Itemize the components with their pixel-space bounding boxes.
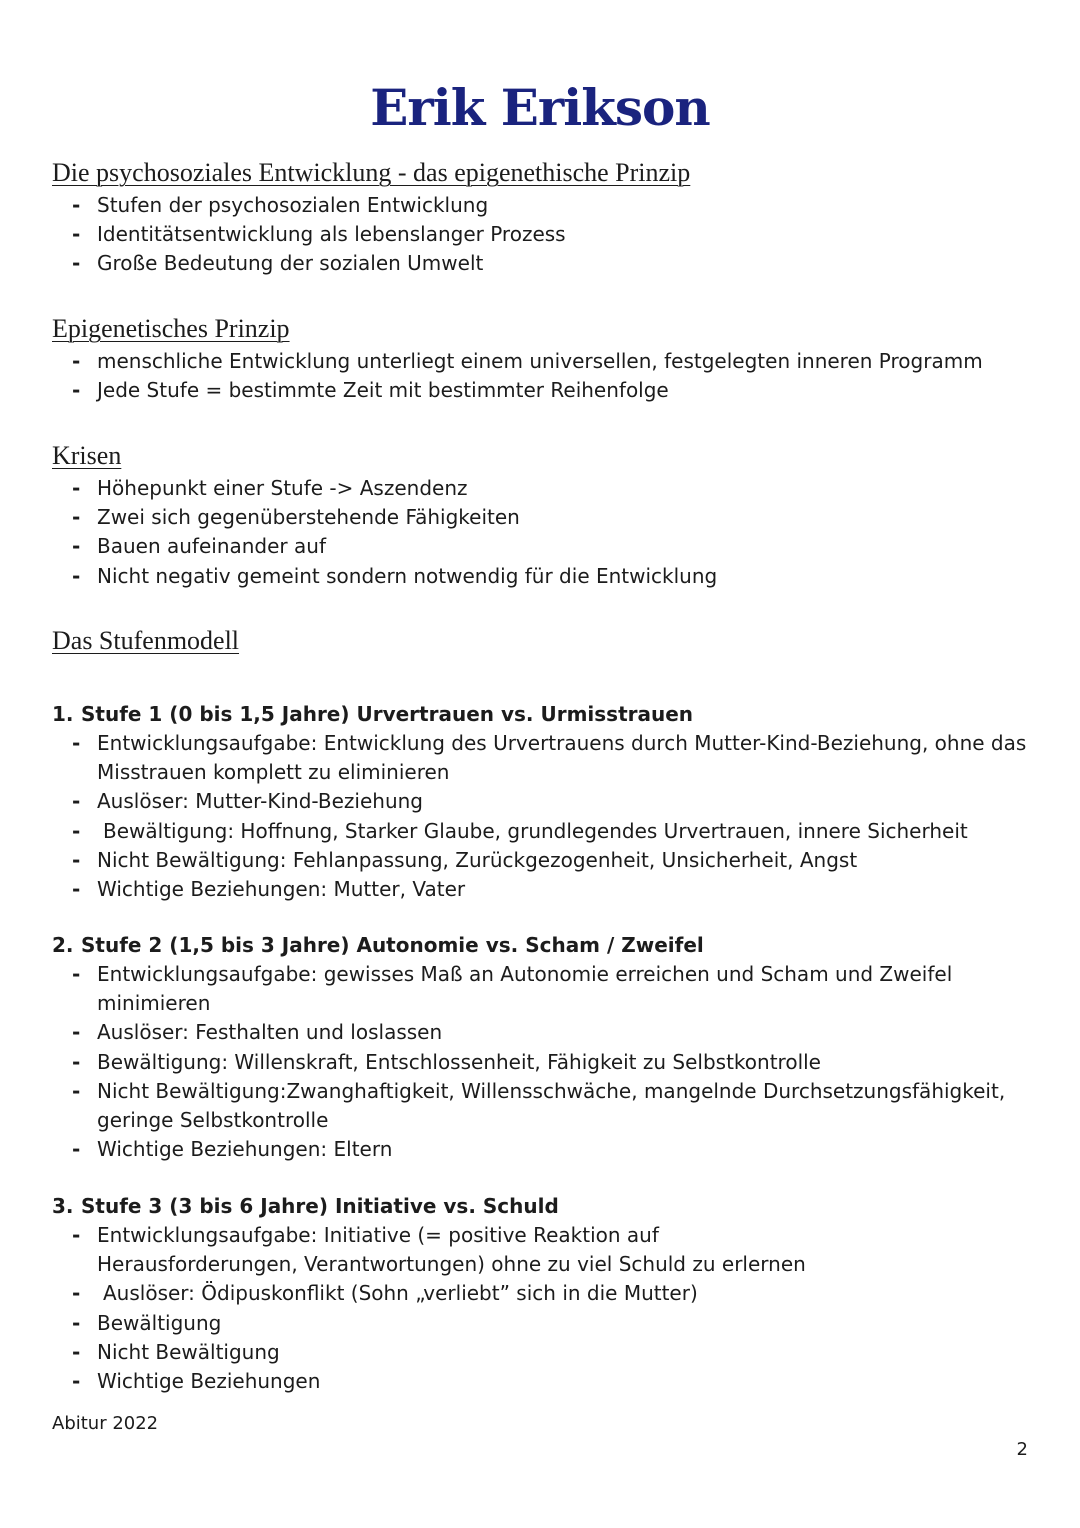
bullet-dash: - <box>72 962 81 986</box>
bullet-dash: - <box>72 1137 81 1162</box>
list-item: - Entwicklungsaufgabe: Entwicklung des Urvertrauens durch Mutter-Kind-Beziehung, ohne das Misstrauen komplett zu eliminieren <box>72 731 1027 785</box>
stage-1-title <box>52 700 693 729</box>
list-item: - Stufen der psychosozialen Entwicklung <box>0 191 1040 220</box>
bullet-dash: - <box>72 1339 81 1364</box>
bullet-dash: - <box>72 818 81 843</box>
list-item: - menschliche Entwicklung unterliegt einem universellen, festgelegten inneren Programm <box>0 347 1040 376</box>
list-item: - Entwicklungsaufgabe: gewisses Maß an Autonomie erreichen und Scham und Zweifel minimieren <box>72 962 953 1016</box>
list-item: - Bewältigung: Hoffnung, Starker Glaube, grundlegendes Urvertrauen, innere Sicherheit <box>0 817 1040 846</box>
list-item: - Nicht Bewältigung <box>0 1338 1040 1367</box>
section-heading-epigenetic: Epigenetisches Prinzip <box>52 314 290 343</box>
bullet-dash: - <box>72 1078 81 1103</box>
bullet-dash: - <box>72 1049 81 1074</box>
list-item: - Auslöser: Mutter-Kind-Beziehung <box>0 787 1040 816</box>
stage-number: 1. <box>52 702 74 726</box>
footer-label: Abitur 2022 <box>52 1413 159 1434</box>
stage-3-title <box>52 1192 559 1221</box>
list-item: - Höhepunkt einer Stufe -> Aszendenz <box>0 474 1040 503</box>
stage-title-text: Stufe 2 (1,5 bis 3 Jahre) Autonomie vs. Scham / Zweifel <box>81 933 704 957</box>
list-item: - Wichtige Beziehungen <box>0 1367 1040 1396</box>
section-heading-stage-model: Das Stufenmodell <box>52 626 240 655</box>
bullet-dash: - <box>72 378 81 403</box>
bullet-dash: - <box>72 789 81 814</box>
section-heading-crises: Krisen <box>52 441 122 470</box>
bullet-dash: - <box>72 251 81 276</box>
list-item: - Auslöser: Ödipuskonflikt (Sohn „verliebt” sich in die Mutter) <box>0 1279 1040 1308</box>
bullet-dash: - <box>72 193 81 217</box>
list-item: - Auslöser: Festhalten und loslassen <box>0 1018 1040 1047</box>
bullet-list-stage-1 <box>0 729 1040 904</box>
bullet-dash: - <box>72 505 81 530</box>
bullet-dash: - <box>72 222 81 247</box>
bullet-dash: - <box>72 1020 81 1045</box>
list-item: - Jede Stufe = bestimmte Zeit mit bestimmter Reihenfolge <box>0 376 1040 405</box>
list-item: - Große Bedeutung der sozialen Umwelt <box>0 249 1040 278</box>
bullet-list-stage-2 <box>0 960 1040 1164</box>
list-item: - Bewältigung <box>0 1309 1040 1338</box>
bullet-list-crises <box>0 474 1040 591</box>
list-item: - Zwei sich gegenüberstehende Fähigkeiten <box>0 503 1040 532</box>
bullet-list-psychosocial <box>0 191 1040 279</box>
list-item: - Nicht Bewältigung:Zwanghaftigkeit, Willensschwäche, mangelnde Durchsetzungsfähigkeit, geringe Selbstkontrolle <box>72 1078 1006 1133</box>
stage-number: 2. <box>52 933 74 957</box>
list-item: - Nicht Bewältigung: Fehlanpassung, Zurückgezogenheit, Unsicherheit, Angst <box>0 846 1040 875</box>
bullet-dash: - <box>72 1281 81 1306</box>
bullet-dash: - <box>72 534 81 559</box>
list-item: - Bauen aufeinander auf <box>0 532 1040 561</box>
bullet-dash: - <box>72 563 81 588</box>
stage-title-text: Stufe 1 (0 bis 1,5 Jahre) Urvertrauen vs. Urmisstrauen <box>81 702 694 726</box>
bullet-list-stage-3 <box>0 1221 1040 1396</box>
list-item: - Identitätsentwicklung als lebenslanger Prozess <box>0 220 1040 249</box>
bullet-list-epigenetic <box>0 347 1040 405</box>
page-number: 2 <box>1016 1439 1028 1460</box>
page-title: Erik Erikson <box>370 78 710 137</box>
bullet-dash: - <box>72 1369 81 1394</box>
list-item: - Wichtige Beziehungen: Mutter, Vater <box>0 875 1040 904</box>
bullet-dash: - <box>72 1223 81 1247</box>
stage-title-text: Stufe 3 (3 bis 6 Jahre) Initiative vs. Schuld <box>81 1194 559 1218</box>
list-item: - Nicht negativ gemeint sondern notwendig für die Entwicklung <box>0 562 1040 591</box>
bullet-dash: - <box>72 476 81 500</box>
bullet-dash: - <box>72 877 81 902</box>
bullet-dash: - <box>72 731 81 755</box>
section-heading-psychosocial: Die psychosoziales Entwicklung - das epigenethische Prinzip <box>52 158 691 187</box>
stage-2-title <box>52 931 704 960</box>
list-item: - Bewältigung: Willenskraft, Entschlossenheit, Fähigkeit zu Selbstkontrolle <box>0 1048 1040 1077</box>
list-item: - Entwicklungsaufgabe: Initiative (= positive Reaktion auf Herausforderungen, Verantwortungen) ohne zu viel Schuld zu erlernen <box>72 1223 806 1277</box>
bullet-dash: - <box>72 349 81 373</box>
stage-number: 3. <box>52 1194 74 1218</box>
bullet-dash: - <box>72 847 81 872</box>
list-item: - Wichtige Beziehungen: Eltern <box>0 1135 1040 1164</box>
bullet-dash: - <box>72 1310 81 1335</box>
